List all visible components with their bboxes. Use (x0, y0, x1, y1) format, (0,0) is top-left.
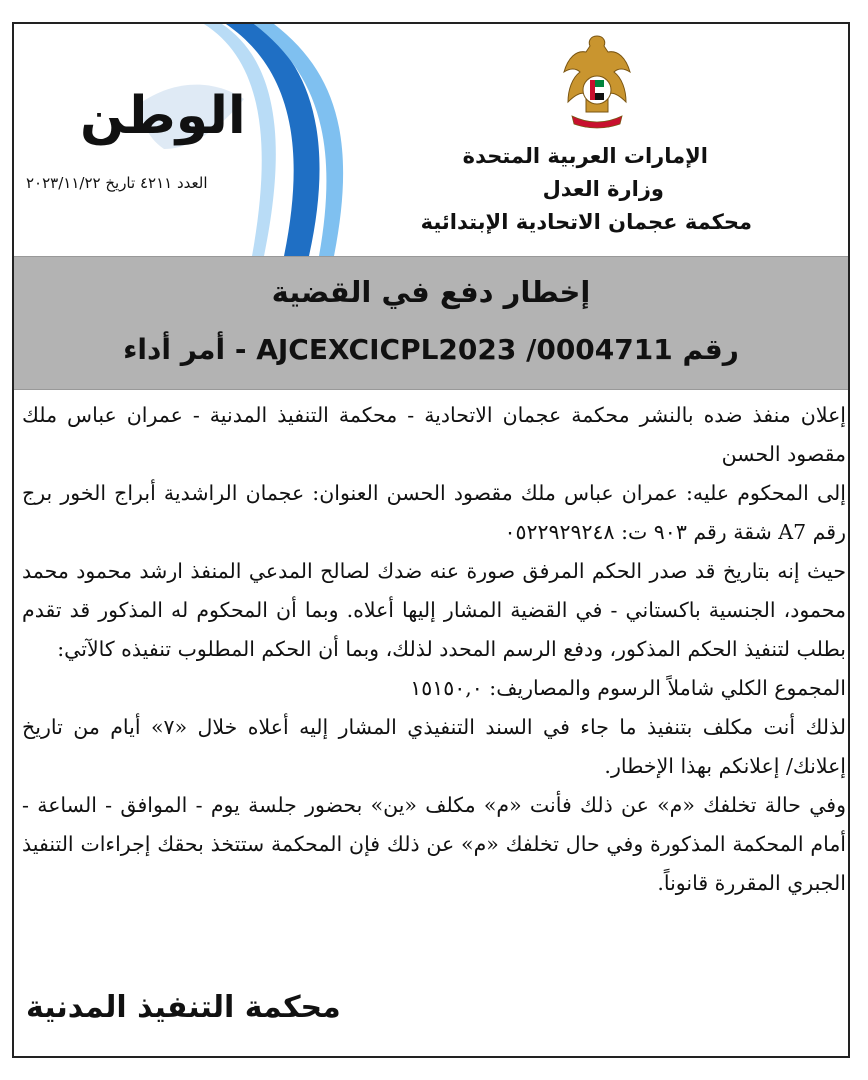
paragraph-judgment: حيث إنه بتاريخ قد صدر الحكم المرفق صورة عنه ضدك لصالح المدعي المنفذ ارشد محمود محمد محمود، الجنسية باكستاني - في القضية المشار إليها أعلاه. وبما أن المحكوم له المذكور قد تقدم بطلب لتنفيذ الحكم المذكور، ودفع الرسم المحدد لذلك، وبما أن الحكم المطلوب تنفيذه كالآتي: (22, 559, 846, 661)
notice-title-band (14, 256, 848, 390)
paragraph-obligation: لذلك أنت مكلف بتنفيذ ما جاء في السند التنفيذي المشار إليه أعلاه خلال «٧» أيام من تاريخ إعلانك/ إعلانكم بهذا الإخطار. (22, 715, 846, 778)
notice-header (14, 24, 848, 256)
ministry-name: وزارة العدل (542, 177, 664, 201)
notice-body (22, 396, 846, 903)
signature-court: محكمة التنفيذ المدنية (26, 990, 341, 1025)
country-name: الإمارات العربية المتحدة (462, 144, 708, 168)
paragraph-defendant: إلى المحكوم عليه: عمران عباس ملك مقصود الحسن العنوان: عجمان الراشدية أبراج الخور برج رقم A7 شقة رقم ٩٠٣ ت: ٠٥٢٢٩٢٩٢٤٨ (22, 481, 846, 544)
notice-frame (12, 22, 850, 1058)
issue-date-line: العدد ٤٢١١ تاريخ ٢٠٢٣/١١/٢٢ (26, 174, 208, 192)
paragraph-default-consequence: وفي حالة تخلفك «م» عن ذلك فأنت «م» مكلف «ين» بحضور جلسة يوم - الموافق - الساعة - أمام المحكمة المذكورة وفي حال تخلفك «م» عن ذلك فإن المحكمة ستتخذ بحقك إجراءات التنفيذ الجبري المقررة قانوناً. (22, 793, 846, 895)
court-name: محكمة عجمان الاتحادية الإبتدائية (420, 210, 752, 234)
newspaper-logo: الوطن (80, 86, 246, 146)
case-number: رقم AJCEXCICPL2023 /0004711 - أمر أداء (123, 333, 739, 366)
paragraph-announcement: إعلان منفذ ضده بالنشر محكمة عجمان الاتحادية - محكمة التنفيذ المدنية - عمران عباس ملك مقصود الحسن (22, 403, 846, 466)
paragraph-total-amount: المجموع الكلي شاملاً الرسوم والمصاريف: ١٥١٥٠,٠ (410, 676, 846, 700)
uae-falcon-emblem-icon (560, 32, 634, 132)
notice-title: إخطار دفع في القضية (271, 275, 591, 309)
issuing-authority (421, 140, 752, 239)
